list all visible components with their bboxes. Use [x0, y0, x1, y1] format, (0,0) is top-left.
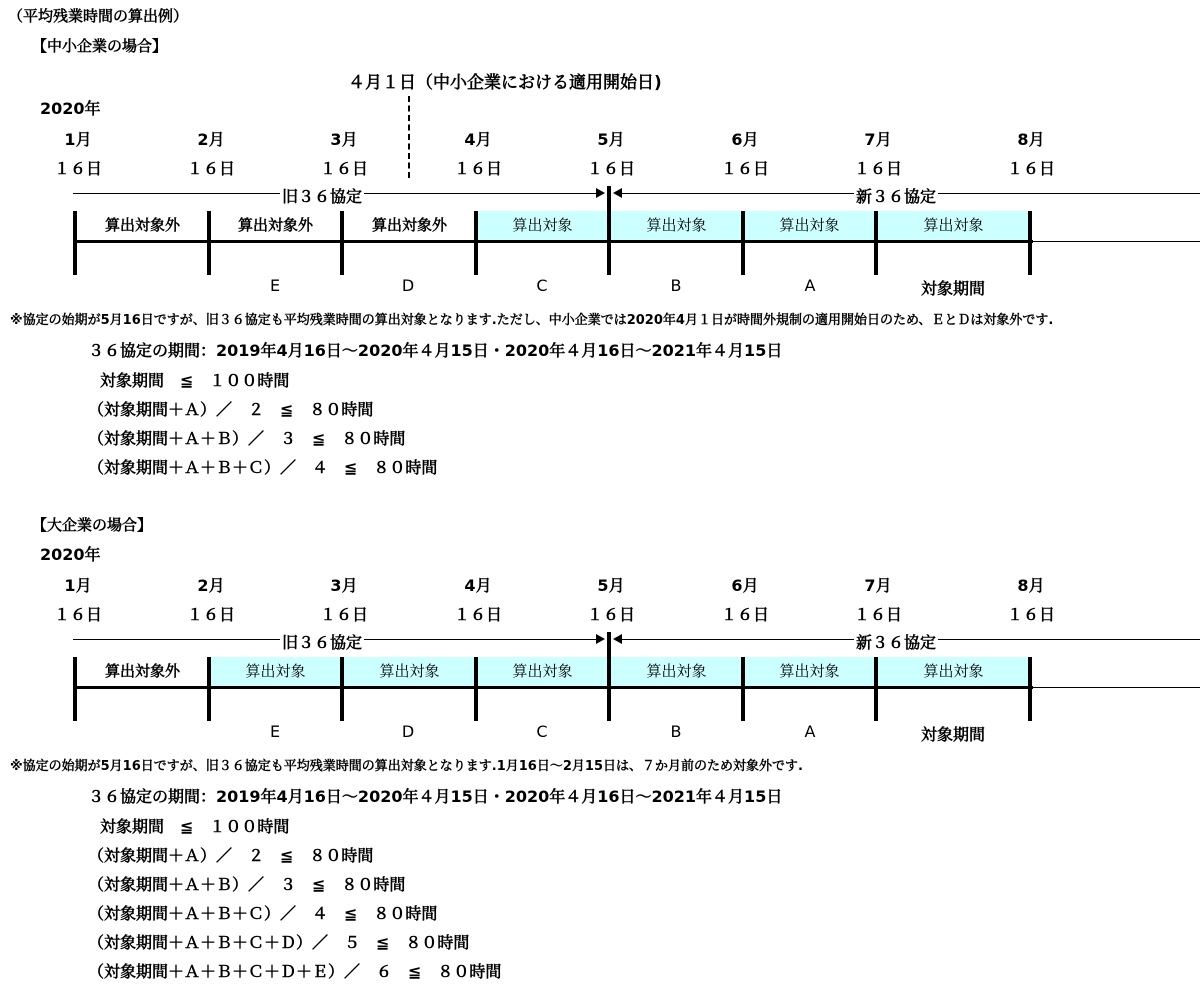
- period-cell: 算出対象: [878, 657, 1029, 686]
- period-label: E: [269, 276, 281, 295]
- month-label: 1月: [64, 130, 92, 149]
- new-agreement-label: 新３６協定: [854, 184, 938, 207]
- year-label: 2020年: [40, 99, 101, 118]
- day-label: １６日: [453, 159, 503, 178]
- timeline-axis: [73, 686, 1033, 689]
- page-title: （平均残業時間の算出例）: [8, 7, 189, 25]
- tick-line: [207, 211, 211, 275]
- formula-line: （対象期間＋Ａ）／ ２ ≦ ８０時間: [88, 846, 374, 865]
- period-cell: 算出対象: [344, 657, 475, 686]
- timeline-axis-extension: [1031, 241, 1200, 242]
- month-label: 7月: [864, 576, 892, 595]
- tick-line: [741, 211, 745, 275]
- period-label: C: [536, 276, 548, 295]
- month-label: 2月: [197, 576, 225, 595]
- day-label: １６日: [53, 159, 103, 178]
- tick-line: [474, 211, 478, 275]
- agreement-boundary-line: [607, 632, 611, 721]
- month-label: 5月: [597, 576, 625, 595]
- application-start-dashed-line: [408, 96, 410, 178]
- timeline-axis-extension: [1031, 687, 1200, 688]
- period-cell: 算出対象外: [77, 657, 208, 686]
- period-cell: 算出対象: [210, 657, 341, 686]
- formula-line: （対象期間＋Ａ＋Ｂ＋Ｃ＋Ｄ）／ ５ ≦ ８０時間: [88, 933, 470, 952]
- period-cell: 算出対象: [611, 657, 742, 686]
- tick-line: [73, 211, 77, 275]
- period-label: C: [536, 722, 548, 741]
- month-label: 2月: [197, 130, 225, 149]
- day-label: １６日: [319, 159, 369, 178]
- month-label: 7月: [864, 130, 892, 149]
- formula-line: （対象期間＋Ａ＋Ｂ＋Ｃ＋Ｄ＋Ｅ）／ ６ ≦ ８０時間: [88, 962, 502, 981]
- formula-line: （対象期間＋Ａ）／ ２ ≦ ８０時間: [88, 400, 374, 419]
- day-label: １６日: [586, 605, 636, 624]
- day-label: １６日: [186, 605, 236, 624]
- formula-line: （対象期間＋Ａ＋Ｂ＋Ｃ）／ ４ ≦ ８０時間: [88, 458, 438, 477]
- agreement-period-text: ３６協定の期間：2019年4月16日～2020年４月15日・2020年４月16日～2021年４月15日: [88, 341, 783, 360]
- month-label: 4月: [464, 576, 492, 595]
- period-label-target: 対象期間: [920, 725, 986, 744]
- tick-line: [1028, 211, 1032, 275]
- tick-line: [340, 211, 344, 275]
- period-cell: 算出対象: [744, 211, 875, 240]
- day-label: １６日: [1006, 605, 1056, 624]
- old-agreement-label: 旧３６協定: [280, 184, 364, 207]
- period-label: B: [670, 722, 682, 741]
- month-label: 8月: [1017, 576, 1045, 595]
- period-label: B: [670, 276, 682, 295]
- day-label: １６日: [853, 159, 903, 178]
- period-label: D: [401, 276, 415, 295]
- period-label: A: [804, 276, 816, 295]
- period-cell: 算出対象外: [77, 211, 208, 240]
- period-cell: 算出対象外: [344, 211, 475, 240]
- day-label: １６日: [720, 605, 770, 624]
- period-label: D: [401, 722, 415, 741]
- arrow-right-icon: [596, 188, 605, 198]
- arrow-right-icon: [596, 634, 605, 644]
- agreement-period-text: ３６協定の期間：2019年4月16日～2020年４月15日・2020年４月16日～2021年４月15日: [88, 787, 783, 806]
- note-text: ※協定の始期が5月16日ですが、旧３６協定も平均残業時間の算出対象となります.1月16日～2月15日は、７か月前のため対象外です.: [10, 759, 803, 774]
- note-text: ※協定の始期が5月16日ですが、旧３６協定も平均残業時間の算出対象となります.ただし、中小企業では2020年4月１日が時間外規制の適用開始日のため、ＥとＤは対象外です.: [10, 313, 1054, 328]
- month-label: 3月: [330, 576, 358, 595]
- formula-line: 対象期間 ≦ １００時間: [100, 371, 290, 390]
- timeline-axis: [73, 240, 1033, 243]
- month-label: 6月: [731, 576, 759, 595]
- tick-line: [340, 657, 344, 721]
- period-cell: 算出対象: [477, 211, 608, 240]
- day-label: １６日: [1006, 159, 1056, 178]
- arrow-left-icon: [613, 188, 622, 198]
- day-label: １６日: [319, 605, 369, 624]
- formula-line: （対象期間＋Ａ＋Ｂ）／ ３ ≦ ８０時間: [88, 429, 406, 448]
- period-cell: 算出対象: [744, 657, 875, 686]
- month-label: 5月: [597, 130, 625, 149]
- period-cell: 算出対象: [611, 211, 742, 240]
- arrow-left-icon: [613, 634, 622, 644]
- sme-heading: 【中小企業の場合】: [32, 37, 168, 55]
- day-label: １６日: [586, 159, 636, 178]
- tick-line: [741, 657, 745, 721]
- period-cell: 算出対象外: [210, 211, 341, 240]
- month-label: 4月: [464, 130, 492, 149]
- tick-line: [207, 657, 211, 721]
- month-label: 1月: [64, 576, 92, 595]
- year-label: 2020年: [40, 545, 101, 564]
- day-label: １６日: [853, 605, 903, 624]
- period-label: E: [269, 722, 281, 741]
- period-label: A: [804, 722, 816, 741]
- large-heading: 【大企業の場合】: [32, 516, 153, 534]
- tick-line: [73, 657, 77, 721]
- day-label: １６日: [720, 159, 770, 178]
- new-agreement-label: 新３６協定: [854, 630, 938, 653]
- tick-line: [874, 211, 878, 275]
- month-label: 6月: [731, 130, 759, 149]
- month-label: 3月: [330, 130, 358, 149]
- formula-line: 対象期間 ≦ １００時間: [100, 817, 290, 836]
- agreement-boundary-line: [607, 186, 611, 275]
- day-label: １６日: [186, 159, 236, 178]
- day-label: １６日: [453, 605, 503, 624]
- formula-line: （対象期間＋Ａ＋Ｂ）／ ３ ≦ ８０時間: [88, 875, 406, 894]
- tick-line: [874, 657, 878, 721]
- old-agreement-label: 旧３６協定: [280, 630, 364, 653]
- period-cell: 算出対象: [878, 211, 1029, 240]
- month-label: 8月: [1017, 130, 1045, 149]
- application-start-note: ４月１日（中小企業における適用開始日): [348, 73, 662, 93]
- day-label: １６日: [53, 605, 103, 624]
- tick-line: [1028, 657, 1032, 721]
- tick-line: [474, 657, 478, 721]
- formula-line: （対象期間＋Ａ＋Ｂ＋Ｃ）／ ４ ≦ ８０時間: [88, 904, 438, 923]
- period-label-target: 対象期間: [920, 279, 986, 298]
- period-cell: 算出対象: [477, 657, 608, 686]
